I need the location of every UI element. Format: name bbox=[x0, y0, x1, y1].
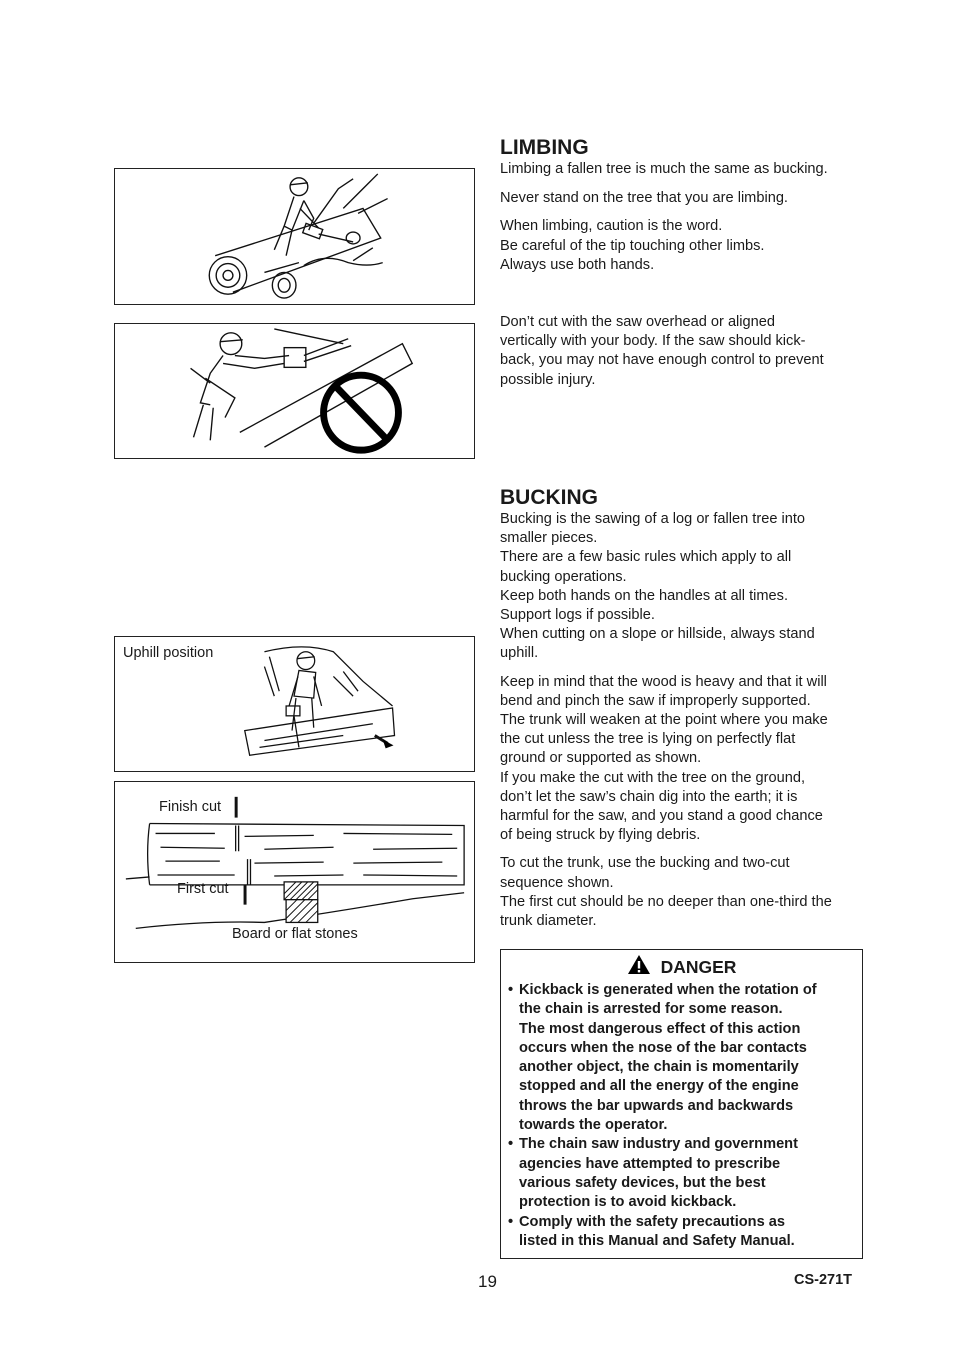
limbing-paragraph-1: Limbing a fallen tree is much the same as bucking. bbox=[500, 161, 828, 177]
bucking-paragraph-1 bbox=[500, 510, 865, 664]
danger-bullet bbox=[509, 1135, 854, 1212]
model-number: CS-271T bbox=[794, 1272, 853, 1288]
figure-limbing-fallen-tree bbox=[114, 168, 475, 305]
danger-header bbox=[501, 954, 862, 978]
bucking-p2-line: harmful for the saw, and you stand a good chance bbox=[500, 808, 823, 825]
uphill-position-illustration bbox=[115, 637, 474, 771]
warning-triangle-icon bbox=[627, 954, 651, 975]
danger-line: The most dangerous effect of this action bbox=[519, 1020, 801, 1037]
uphill-position-label: Uphill position bbox=[123, 645, 214, 661]
direction-arrow-icon bbox=[383, 739, 394, 748]
danger-title: DANGER bbox=[660, 957, 737, 977]
bucking-p1-line: smaller pieces. bbox=[500, 530, 598, 547]
limbing-p4-line: Don’t cut with the saw overhead or aligned bbox=[500, 314, 776, 330]
limbing-paragraph-4 bbox=[500, 313, 865, 390]
first-cut-label: First cut bbox=[177, 881, 229, 897]
danger-line: throws the bar upwards and backwards bbox=[519, 1097, 794, 1114]
danger-bullet bbox=[509, 981, 854, 1135]
two-cut-illustration bbox=[115, 782, 474, 962]
bucking-paragraph-2 bbox=[500, 673, 865, 846]
bullet-icon: • bbox=[508, 1136, 514, 1153]
danger-line: Kickback is generated when the rotation of bbox=[519, 982, 817, 998]
bucking-p1-line: Support logs if possible. bbox=[500, 607, 655, 624]
limbing-illustration bbox=[115, 169, 474, 304]
bucking-paragraph-3 bbox=[500, 854, 865, 931]
limbing-p3-line: Always use both hands. bbox=[500, 256, 655, 273]
danger-list bbox=[509, 981, 854, 1251]
bucking-p2-line: bend and pinch the saw if improperly supported. bbox=[500, 692, 811, 709]
bullet-icon: • bbox=[508, 1213, 514, 1230]
bucking-p2-line: the cut unless the tree is lying on perfectly flat bbox=[500, 731, 796, 748]
bucking-p2-line: If you make the cut with the tree on the ground, bbox=[500, 769, 806, 786]
limbing-paragraph-3 bbox=[500, 217, 865, 275]
bucking-p3-line: trunk diameter. bbox=[500, 913, 597, 930]
limbing-heading: LIMBING bbox=[500, 136, 589, 159]
limbing-p4-line: possible injury. bbox=[500, 371, 596, 388]
bullet-icon: • bbox=[508, 982, 514, 998]
bucking-p2-line: ground or supported as shown. bbox=[500, 750, 702, 767]
figure-two-cut-sequence bbox=[114, 781, 475, 963]
bucking-p3-line: To cut the trunk, use the bucking and two-cut bbox=[500, 855, 790, 872]
limbing-paragraph-2: Never stand on the tree that you are limbing. bbox=[500, 190, 788, 207]
bucking-p1-line: bucking operations. bbox=[500, 568, 627, 585]
bucking-p3-line: sequence shown. bbox=[500, 874, 614, 891]
danger-line: agencies have attempted to prescribe bbox=[519, 1155, 781, 1172]
danger-line: various safety devices, but the best bbox=[519, 1174, 766, 1191]
danger-line: listed in this Manual and Safety Manual. bbox=[519, 1232, 795, 1249]
bucking-p2-line: of being struck by flying debris. bbox=[500, 827, 701, 844]
limbing-section bbox=[500, 136, 865, 275]
no-overhead-cut-illustration bbox=[115, 324, 474, 458]
danger-line: towards the operator. bbox=[519, 1117, 668, 1134]
bucking-p2-line: The trunk will weaken at the point where you make bbox=[500, 712, 828, 729]
danger-line: protection is to avoid kickback. bbox=[519, 1194, 737, 1211]
bucking-p2-line: Keep in mind that the wood is heavy and that it will bbox=[500, 673, 827, 690]
danger-line: The chain saw industry and government bbox=[519, 1136, 798, 1153]
bucking-p1-line: Keep both hands on the handles at all times. bbox=[500, 587, 789, 604]
prohibition-icon bbox=[324, 375, 399, 450]
limbing-p4-line: back, you may not have enough control to prevent bbox=[500, 352, 824, 369]
overhead-warning-section bbox=[500, 313, 865, 390]
danger-line: occurs when the nose of the bar contacts bbox=[519, 1039, 807, 1056]
danger-box bbox=[500, 949, 863, 1259]
limbing-p3-line: Be careful of the tip touching other limbs. bbox=[500, 237, 765, 254]
danger-bullet bbox=[509, 1213, 854, 1252]
limbing-p4-line: vertically with your body. If the saw should kick- bbox=[500, 333, 806, 350]
bucking-p1-line: uphill. bbox=[500, 645, 539, 662]
bucking-p1-line: There are a few basic rules which apply to all bbox=[500, 549, 792, 566]
danger-line: stopped and all the energy of the engine bbox=[519, 1078, 799, 1095]
finish-cut-label: Finish cut bbox=[159, 799, 222, 815]
bucking-section bbox=[500, 486, 865, 931]
bucking-p1-line: Bucking is the sawing of a log or fallen tree into bbox=[500, 511, 806, 527]
danger-line: Comply with the safety precautions as bbox=[519, 1213, 785, 1230]
bucking-heading: BUCKING bbox=[500, 486, 598, 509]
bucking-p2-line: don’t let the saw’s chain dig into the earth; it is bbox=[500, 788, 798, 805]
danger-line: another object, the chain is momentarily bbox=[519, 1059, 799, 1076]
figure-no-overhead-cut bbox=[114, 323, 475, 459]
support-label: Board or flat stones bbox=[232, 926, 358, 942]
danger-line: the chain is arrested for some reason. bbox=[519, 1001, 783, 1018]
bucking-p1-line: When cutting on a slope or hillside, always stand bbox=[500, 626, 815, 643]
page-number: 19 bbox=[478, 1272, 497, 1291]
figure-uphill-position bbox=[114, 636, 475, 772]
bucking-p3-line: The first cut should be no deeper than one-third the bbox=[500, 893, 832, 910]
limbing-p3-line: When limbing, caution is the word. bbox=[500, 218, 723, 235]
